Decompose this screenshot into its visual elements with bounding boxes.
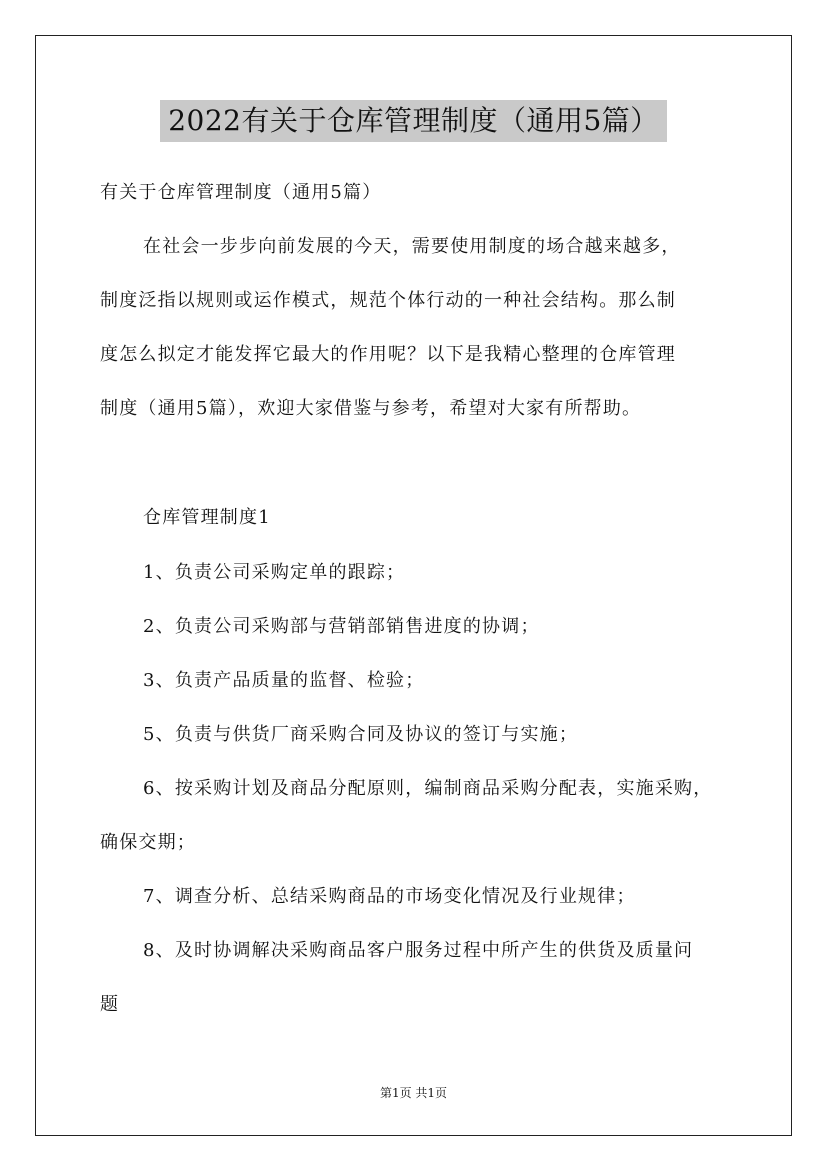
list-item: 2、负责公司采购部与营销部销售进度的协调； (143, 616, 540, 637)
list-item: 5、负责与供货厂商采购合同及协议的签订与实施； (143, 724, 579, 745)
list-item-continuation: 确保交期； (100, 832, 196, 853)
document-subtitle: 有关于仓库管理制度（通用5篇） (100, 182, 382, 203)
intro-line: 在社会一步步向前发展的今天，需要使用制度的场合越来越多， (143, 236, 681, 257)
section-heading: 仓库管理制度1 (143, 507, 271, 528)
document-title: 2022有关于仓库管理制度（通用5篇） (160, 100, 667, 142)
list-item: 7、调查分析、总结采购商品的市场变化情况及行业规律； (143, 886, 636, 907)
list-item: 1、负责公司采购定单的跟踪； (143, 562, 406, 583)
list-item-continuation: 题 (100, 994, 120, 1015)
page-footer: 第1页 共1页 (379, 1086, 448, 1100)
title-container (0, 100, 827, 142)
list-item: 3、负责产品质量的监督、检验； (143, 670, 425, 691)
list-item: 8、及时协调解决采购商品客户服务过程中所产生的供货及质量问 (143, 940, 694, 961)
list-item: 6、按采购计划及商品分配原则，编制商品采购分配表，实施采购， (143, 778, 713, 799)
intro-line: 制度泛指以规则或运作模式，规范个体行动的一种社会结构。那么制 (100, 290, 676, 311)
intro-line: 度怎么拟定才能发挥它最大的作用呢？以下是我精心整理的仓库管理 (100, 344, 676, 365)
intro-line: 制度（通用5篇），欢迎大家借鉴与参考，希望对大家有所帮助。 (100, 398, 642, 419)
